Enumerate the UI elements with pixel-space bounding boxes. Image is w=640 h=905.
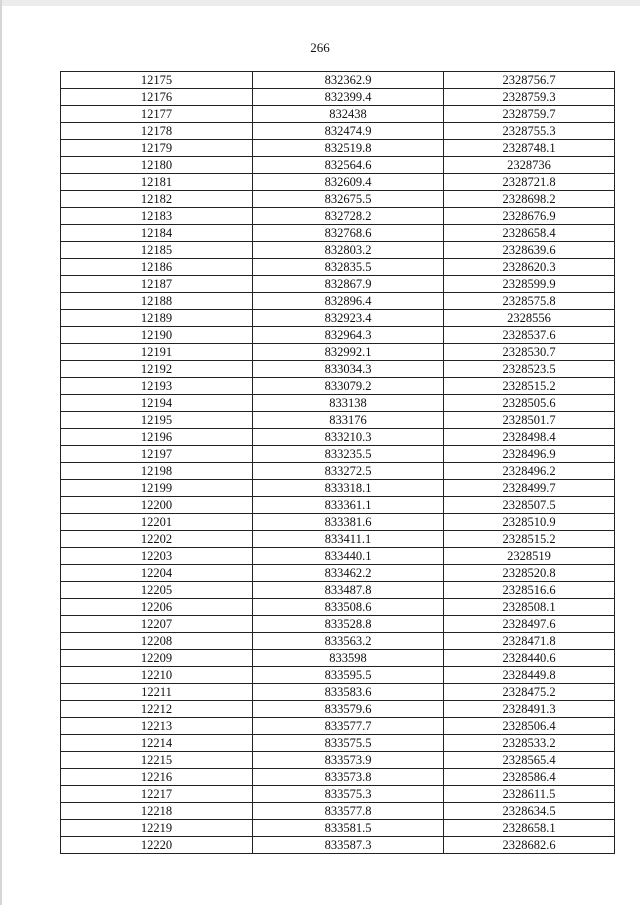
point-id-cell: 12191 bbox=[61, 344, 253, 361]
table-row bbox=[61, 701, 615, 718]
y-coordinate-cell: 2328611.5 bbox=[444, 786, 615, 803]
y-coordinate-cell: 2328507.5 bbox=[444, 497, 615, 514]
table-row bbox=[61, 140, 615, 157]
x-coordinate-cell: 832835.5 bbox=[253, 259, 444, 276]
x-coordinate-cell: 833411.1 bbox=[253, 531, 444, 548]
x-coordinate-cell: 833272.5 bbox=[253, 463, 444, 480]
y-coordinate-cell: 2328698.2 bbox=[444, 191, 615, 208]
table-row bbox=[61, 820, 615, 837]
table-row bbox=[61, 395, 615, 412]
y-coordinate-cell: 2328658.1 bbox=[444, 820, 615, 837]
y-coordinate-cell: 2328508.1 bbox=[444, 599, 615, 616]
point-id-cell: 12179 bbox=[61, 140, 253, 157]
scan-left-edge bbox=[0, 0, 2, 905]
point-id-cell: 12186 bbox=[61, 259, 253, 276]
point-id-cell: 12215 bbox=[61, 752, 253, 769]
table-row bbox=[61, 582, 615, 599]
y-coordinate-cell: 2328537.6 bbox=[444, 327, 615, 344]
x-coordinate-cell: 833563.2 bbox=[253, 633, 444, 650]
point-id-cell: 12220 bbox=[61, 837, 253, 854]
point-id-cell: 12188 bbox=[61, 293, 253, 310]
x-coordinate-cell: 832768.6 bbox=[253, 225, 444, 242]
table-row bbox=[61, 769, 615, 786]
x-coordinate-cell: 833583.6 bbox=[253, 684, 444, 701]
x-coordinate-cell: 833079.2 bbox=[253, 378, 444, 395]
table-row bbox=[61, 650, 615, 667]
point-id-cell: 12217 bbox=[61, 786, 253, 803]
y-coordinate-cell: 2328516.6 bbox=[444, 582, 615, 599]
table-row bbox=[61, 514, 615, 531]
x-coordinate-cell: 833573.9 bbox=[253, 752, 444, 769]
x-coordinate-cell: 832675.5 bbox=[253, 191, 444, 208]
table-row bbox=[61, 106, 615, 123]
y-coordinate-cell: 2328498.4 bbox=[444, 429, 615, 446]
x-coordinate-cell: 832923.4 bbox=[253, 310, 444, 327]
y-coordinate-cell: 2328499.7 bbox=[444, 480, 615, 497]
point-id-cell: 12218 bbox=[61, 803, 253, 820]
point-id-cell: 12214 bbox=[61, 735, 253, 752]
point-id-cell: 12205 bbox=[61, 582, 253, 599]
x-coordinate-cell: 833508.6 bbox=[253, 599, 444, 616]
table-row bbox=[61, 718, 615, 735]
x-coordinate-cell: 833595.5 bbox=[253, 667, 444, 684]
point-id-cell: 12209 bbox=[61, 650, 253, 667]
table-row bbox=[61, 259, 615, 276]
point-id-cell: 12195 bbox=[61, 412, 253, 429]
table-row bbox=[61, 225, 615, 242]
point-id-cell: 12178 bbox=[61, 123, 253, 140]
x-coordinate-cell: 833235.5 bbox=[253, 446, 444, 463]
x-coordinate-cell: 833462.2 bbox=[253, 565, 444, 582]
y-coordinate-cell: 2328471.8 bbox=[444, 633, 615, 650]
table-row bbox=[61, 837, 615, 854]
y-coordinate-cell: 2328533.2 bbox=[444, 735, 615, 752]
y-coordinate-cell: 2328556 bbox=[444, 310, 615, 327]
x-coordinate-cell: 832362.9 bbox=[253, 72, 444, 89]
table-row bbox=[61, 786, 615, 803]
table-row bbox=[61, 123, 615, 140]
y-coordinate-cell: 2328440.6 bbox=[444, 650, 615, 667]
coordinates-table-body bbox=[61, 72, 615, 854]
point-id-cell: 12192 bbox=[61, 361, 253, 378]
y-coordinate-cell: 2328658.4 bbox=[444, 225, 615, 242]
x-coordinate-cell: 832438 bbox=[253, 106, 444, 123]
x-coordinate-cell: 832474.9 bbox=[253, 123, 444, 140]
table-row bbox=[61, 344, 615, 361]
table-row bbox=[61, 803, 615, 820]
x-coordinate-cell: 833034.3 bbox=[253, 361, 444, 378]
table-row bbox=[61, 599, 615, 616]
point-id-cell: 12184 bbox=[61, 225, 253, 242]
x-coordinate-cell: 833210.3 bbox=[253, 429, 444, 446]
page-number: 266 bbox=[310, 40, 330, 55]
x-coordinate-cell: 833528.8 bbox=[253, 616, 444, 633]
y-coordinate-cell: 2328496.2 bbox=[444, 463, 615, 480]
x-coordinate-cell: 832992.1 bbox=[253, 344, 444, 361]
y-coordinate-cell: 2328501.7 bbox=[444, 412, 615, 429]
point-id-cell: 12216 bbox=[61, 769, 253, 786]
table-row bbox=[61, 565, 615, 582]
table-row bbox=[61, 174, 615, 191]
point-id-cell: 12181 bbox=[61, 174, 253, 191]
x-coordinate-cell: 832867.9 bbox=[253, 276, 444, 293]
y-coordinate-cell: 2328586.4 bbox=[444, 769, 615, 786]
table-row bbox=[61, 548, 615, 565]
point-id-cell: 12207 bbox=[61, 616, 253, 633]
table-row bbox=[61, 633, 615, 650]
x-coordinate-cell: 833577.8 bbox=[253, 803, 444, 820]
y-coordinate-cell: 2328449.8 bbox=[444, 667, 615, 684]
x-coordinate-cell: 832609.4 bbox=[253, 174, 444, 191]
point-id-cell: 12182 bbox=[61, 191, 253, 208]
table-row bbox=[61, 531, 615, 548]
point-id-cell: 12185 bbox=[61, 242, 253, 259]
table-row bbox=[61, 89, 615, 106]
point-id-cell: 12203 bbox=[61, 548, 253, 565]
y-coordinate-cell: 2328523.5 bbox=[444, 361, 615, 378]
x-coordinate-cell: 833587.3 bbox=[253, 837, 444, 854]
point-id-cell: 12211 bbox=[61, 684, 253, 701]
x-coordinate-cell: 833575.3 bbox=[253, 786, 444, 803]
y-coordinate-cell: 2328519 bbox=[444, 548, 615, 565]
x-coordinate-cell: 832964.3 bbox=[253, 327, 444, 344]
x-coordinate-cell: 833575.5 bbox=[253, 735, 444, 752]
point-id-cell: 12200 bbox=[61, 497, 253, 514]
x-coordinate-cell: 832803.2 bbox=[253, 242, 444, 259]
table-row bbox=[61, 310, 615, 327]
point-id-cell: 12189 bbox=[61, 310, 253, 327]
table-row bbox=[61, 429, 615, 446]
x-coordinate-cell: 832896.4 bbox=[253, 293, 444, 310]
y-coordinate-cell: 2328748.1 bbox=[444, 140, 615, 157]
x-coordinate-cell: 833598 bbox=[253, 650, 444, 667]
point-id-cell: 12196 bbox=[61, 429, 253, 446]
table-row bbox=[61, 378, 615, 395]
table-row bbox=[61, 293, 615, 310]
point-id-cell: 12199 bbox=[61, 480, 253, 497]
point-id-cell: 12212 bbox=[61, 701, 253, 718]
point-id-cell: 12219 bbox=[61, 820, 253, 837]
point-id-cell: 12201 bbox=[61, 514, 253, 531]
point-id-cell: 12193 bbox=[61, 378, 253, 395]
x-coordinate-cell: 833361.1 bbox=[253, 497, 444, 514]
y-coordinate-cell: 2328530.7 bbox=[444, 344, 615, 361]
scan-top-edge bbox=[0, 0, 640, 6]
y-coordinate-cell: 2328759.3 bbox=[444, 89, 615, 106]
table-row bbox=[61, 497, 615, 514]
point-id-cell: 12194 bbox=[61, 395, 253, 412]
x-coordinate-cell: 833138 bbox=[253, 395, 444, 412]
y-coordinate-cell: 2328505.6 bbox=[444, 395, 615, 412]
y-coordinate-cell: 2328756.7 bbox=[444, 72, 615, 89]
point-id-cell: 12180 bbox=[61, 157, 253, 174]
x-coordinate-cell: 833176 bbox=[253, 412, 444, 429]
table-row bbox=[61, 463, 615, 480]
y-coordinate-cell: 2328497.6 bbox=[444, 616, 615, 633]
y-coordinate-cell: 2328755.3 bbox=[444, 123, 615, 140]
table-row bbox=[61, 412, 615, 429]
point-id-cell: 12206 bbox=[61, 599, 253, 616]
point-id-cell: 12202 bbox=[61, 531, 253, 548]
y-coordinate-cell: 2328491.3 bbox=[444, 701, 615, 718]
y-coordinate-cell: 2328475.2 bbox=[444, 684, 615, 701]
point-id-cell: 12183 bbox=[61, 208, 253, 225]
point-id-cell: 12175 bbox=[61, 72, 253, 89]
x-coordinate-cell: 832399.4 bbox=[253, 89, 444, 106]
point-id-cell: 12210 bbox=[61, 667, 253, 684]
x-coordinate-cell: 833440.1 bbox=[253, 548, 444, 565]
table-row bbox=[61, 191, 615, 208]
y-coordinate-cell: 2328599.9 bbox=[444, 276, 615, 293]
y-coordinate-cell: 2328676.9 bbox=[444, 208, 615, 225]
y-coordinate-cell: 2328721.8 bbox=[444, 174, 615, 191]
y-coordinate-cell: 2328496.9 bbox=[444, 446, 615, 463]
y-coordinate-cell: 2328682.6 bbox=[444, 837, 615, 854]
y-coordinate-cell: 2328520.8 bbox=[444, 565, 615, 582]
table-row bbox=[61, 361, 615, 378]
point-id-cell: 12177 bbox=[61, 106, 253, 123]
coordinates-table bbox=[60, 71, 615, 854]
point-id-cell: 12187 bbox=[61, 276, 253, 293]
y-coordinate-cell: 2328575.8 bbox=[444, 293, 615, 310]
x-coordinate-cell: 833381.6 bbox=[253, 514, 444, 531]
y-coordinate-cell: 2328634.5 bbox=[444, 803, 615, 820]
table-row bbox=[61, 616, 615, 633]
table-row bbox=[61, 446, 615, 463]
y-coordinate-cell: 2328565.4 bbox=[444, 752, 615, 769]
y-coordinate-cell: 2328639.6 bbox=[444, 242, 615, 259]
y-coordinate-cell: 2328736 bbox=[444, 157, 615, 174]
x-coordinate-cell: 833579.6 bbox=[253, 701, 444, 718]
x-coordinate-cell: 832564.6 bbox=[253, 157, 444, 174]
table-row bbox=[61, 684, 615, 701]
table-row bbox=[61, 157, 615, 174]
x-coordinate-cell: 833573.8 bbox=[253, 769, 444, 786]
x-coordinate-cell: 832519.8 bbox=[253, 140, 444, 157]
x-coordinate-cell: 832728.2 bbox=[253, 208, 444, 225]
table-row bbox=[61, 735, 615, 752]
y-coordinate-cell: 2328515.2 bbox=[444, 378, 615, 395]
table-row bbox=[61, 480, 615, 497]
y-coordinate-cell: 2328510.9 bbox=[444, 514, 615, 531]
x-coordinate-cell: 833577.7 bbox=[253, 718, 444, 735]
x-coordinate-cell: 833318.1 bbox=[253, 480, 444, 497]
table-row bbox=[61, 327, 615, 344]
point-id-cell: 12190 bbox=[61, 327, 253, 344]
table-row bbox=[61, 752, 615, 769]
table-row bbox=[61, 667, 615, 684]
x-coordinate-cell: 833487.8 bbox=[253, 582, 444, 599]
y-coordinate-cell: 2328759.7 bbox=[444, 106, 615, 123]
point-id-cell: 12208 bbox=[61, 633, 253, 650]
point-id-cell: 12197 bbox=[61, 446, 253, 463]
table-row bbox=[61, 72, 615, 89]
table-row bbox=[61, 208, 615, 225]
y-coordinate-cell: 2328506.4 bbox=[444, 718, 615, 735]
table-row bbox=[61, 276, 615, 293]
x-coordinate-cell: 833581.5 bbox=[253, 820, 444, 837]
point-id-cell: 12213 bbox=[61, 718, 253, 735]
y-coordinate-cell: 2328515.2 bbox=[444, 531, 615, 548]
point-id-cell: 12198 bbox=[61, 463, 253, 480]
y-coordinate-cell: 2328620.3 bbox=[444, 259, 615, 276]
table-row bbox=[61, 242, 615, 259]
point-id-cell: 12176 bbox=[61, 89, 253, 106]
point-id-cell: 12204 bbox=[61, 565, 253, 582]
